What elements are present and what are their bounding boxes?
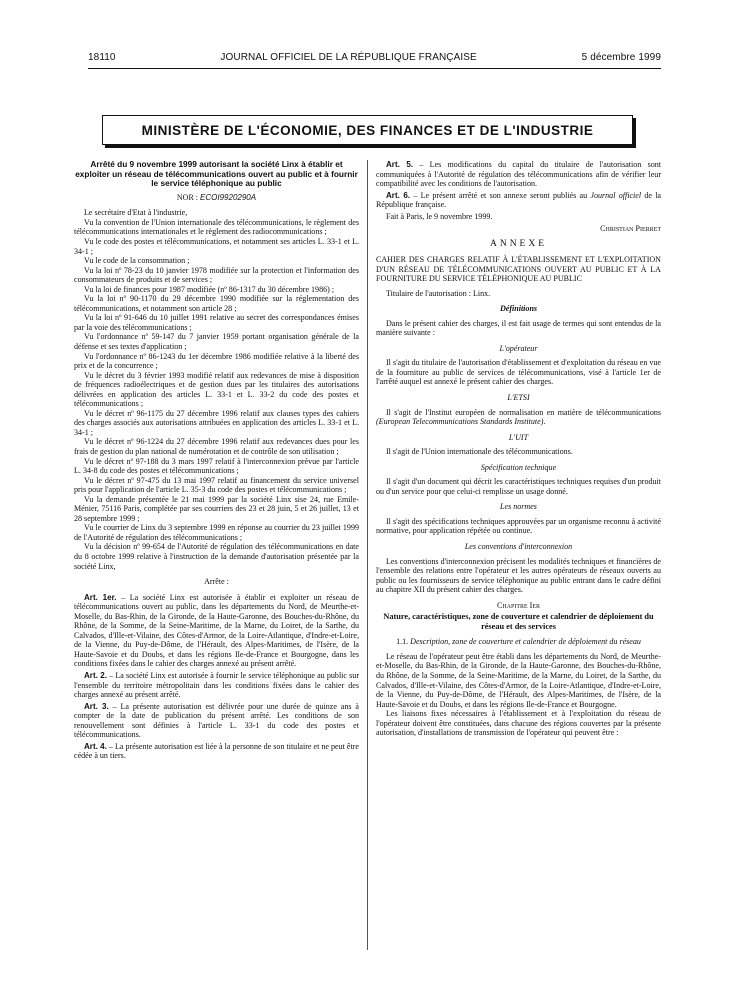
running-head: [88, 52, 661, 66]
subsection-number: 1.1.: [396, 637, 411, 647]
visa-paragraph: Vu le décret nº 97-188 du 3 mars 1997 relatif à l'interconnexion prévue par l'article L. 34-8 du code des postes et télécommunications ;: [74, 456, 359, 476]
chapter-title: Nature, caractéristiques, zone de couverture et calendrier de déploiement du réseau et des services: [383, 612, 654, 631]
article-paragraph: [74, 702, 359, 740]
visa-paragraph: Vu l'ordonnance nº 86-1243 du 1er décembre 1986 modifiée relative à la liberté des prix et de la concurrence ;: [74, 351, 359, 371]
def-text: Les conventions d'interconnexion précisent les modalités techniques et financières de l'ensemble des relations entre l'opérateur et les autres opérateurs de réseaux ouverts au public ou les fournisseurs de service téléphonique au public entrant dans le cadre défini au chapitre XII du présent cahier des charges.: [376, 556, 661, 595]
journal-name: Journal officiel: [590, 190, 642, 200]
def-term: Les conventions d'interconnexion: [464, 541, 573, 551]
issue-date: 5 décembre 1999: [581, 52, 661, 63]
coverage-paragraph: Le réseau de l'opérateur peut être établi dans les départements du Nord, de Meurthe-et-Moselle, du Bas-Rhin, de la Gironde, de la Haute-Garonne, des Bouches-du-Rhône, du Rhône, de la Somme, de la Seine-Maritime, de la Marne, du Loiret, de la Sarthe, du Calvados, d'Ille-et-Vilaine, des Côtes-d'Armor, de la Loire-Atlantique, d'Indre-et-Loire, de la Vienne, du Puy-de-Dôme, de l'Hérault, des Alpes-Maritimes, de l'Isère, de la Haute-Savoie et du Doubs, et dans les régions Ile-de-France et Bourgogne.: [376, 651, 661, 709]
article-text: – La présente autorisation est liée à la personne de son titulaire et ne peut être cédée à un tiers.: [74, 741, 359, 761]
article-text: – La société Linx est autorisée à établir et exploiter un réseau de télécommunications ouvert au public, dans les départements du Nord, de Meurthe-et-Moselle, du Bas-Rhin, de la Gironde, de la Haute-Garonne, des Bouches-du-Rhône, du Rhône, de la Somme, de la Seine-Maritime, de la Marne, du Loiret, de la Sarthe, du Calvados, d'Ille-et-Vilaine, des Côtes-d'Armor, de la Loire-Atlantique, d'Indre-et-Loire, de la Vienne, du Puy-de-Dôme, de l'Hérault, des Alpes-Maritimes, de l'Isère, de la Haute-Savoie et du Doubs, et dans les régions Ile-de-France et Bourgogne, dans les conditions fixées dans le cahier des charges annexé au présent arrêté.: [74, 592, 359, 669]
header-rule: [88, 68, 661, 69]
article-paragraph: [74, 671, 359, 700]
def-text-italic: (European Telecommunications Standards Institute): [376, 417, 544, 427]
page-number: 18110: [88, 52, 116, 63]
annexe-heading: ANNEXE: [489, 238, 548, 249]
def-text: [376, 408, 661, 427]
visa-paragraph: Vu le décret du 3 février 1993 modifié relatif aux redevances de mise à disposition de fréquences radioélectriques et de gestion dues par les titulaires des autorisations délivrées en application des articles L. 33-1 et L. 33-2 du code des postes et télécommunications ;: [74, 370, 359, 409]
titulaire: Titulaire de l'autorisation : Linx.: [386, 288, 491, 298]
def-text: Il s'agit de l'Union internationale des télécommunications.: [386, 447, 573, 457]
def-text-part: Il s'agit de l'Institut européen de normalisation en matière de télécommunications: [386, 407, 661, 417]
visa-paragraph: Vu la demande présentée le 21 mai 1999 par la société Linx sise 24, rue Emile-Ménier, 75116 Paris, complétée par ses courriers des 23 et 28 juin, 5 et 26 juillet, 13 et 28 septembre 1999 ;: [74, 494, 359, 523]
article-text: – Les modifications du capital du titulaire de l'autorisation sont communiquées à l'Autorité de régulation des télécommunications afin de vérifier leur compatibilité avec les conditions de l'autorisation.: [376, 160, 661, 189]
articles-list-left: [74, 593, 359, 761]
visa-paragraph: Vu la loi nº 90-1170 du 29 décembre 1990 modifiée sur la réglementation des télécommunications, et notamment son article 28 ;: [74, 294, 359, 313]
arrete-title: Arrêté du 9 novembre 1999 autorisant la société Linx à établir et exploiter un réseau de télécommunications ouvert au public et à fournir le service téléphonique au public: [75, 159, 358, 189]
article-text: – La présente autorisation est délivrée pour une durée de quinze ans à compter de la date de publication du présent arrêté. Les conditions de son renouvellement sont définies à l'article L. 33-1 du code des postes et télécommunications.: [74, 701, 359, 740]
article-text: – Le présent arrêté et son annexe seront publiés au: [410, 190, 591, 200]
subsection-heading: [376, 637, 661, 647]
def-text-part: .: [543, 417, 546, 427]
article-label: Art. 1er.: [84, 592, 117, 602]
fait-a-paris: Fait à Paris, le 9 novembre 1999.: [386, 211, 493, 221]
definitions-intro: Dans le présent cahier des charges, il est fait usage de termes qui sont entendus de la manière suivante :: [376, 318, 661, 338]
def-term: L'ETSI: [507, 392, 530, 402]
definitions-heading: Définitions: [499, 304, 538, 314]
cahier-title: CAHIER DES CHARGES RELATIF À L'ÉTABLISSEMENT ET L'EXPLOITATION D'UN RÉSEAU DE TÉLÉCOMMUNICATIONS OUVERT AU PUBLIC ET À LA FOURNITURE DU SERVICE TÉLÉPHONIQUE AU PUBLIC: [376, 255, 661, 284]
article-label: Art. 5.: [386, 160, 414, 169]
def-text: Il s'agit des spécifications techniques approuvées par un organisme reconnu à activité normative, pour application répétée ou continue.: [376, 516, 661, 536]
nor-code: ECOI9920290A: [200, 192, 257, 202]
visa-paragraph: Le secrétaire d'Etat à l'industrie,: [84, 208, 188, 218]
visa-paragraph: Vu le décret nº 96-1224 du 27 décembre 1996 relatif aux redevances dues pour les frais de gestion du plan national de numérotation et de contrôle de son utilisation ;: [74, 437, 359, 456]
article-paragraph: [74, 742, 359, 761]
visa-paragraph: Vu le décret nº 96-1175 du 27 décembre 1996 relatif aux clauses types des cahiers des charges associés aux autorisations attribuées en application des articles L. 33-1 et L. 34-1 ;: [74, 408, 359, 437]
visa-paragraph: Vu le courrier de Linx du 3 septembre 1999 en réponse au courrier du 23 juillet 1999 de l'Autorité de régulation des télécommunications ;: [74, 523, 359, 542]
arrete-declaration: Arrête :: [204, 577, 229, 587]
nor-label: NOR :: [176, 192, 201, 202]
article-label: Art. 2.: [84, 671, 107, 681]
left-column: [74, 160, 359, 761]
visa-paragraph: Vu l'ordonnance nº 59-147 du 7 janvier 1959 portant organisation générale de la défense et ses textes d'application ;: [74, 332, 359, 351]
visa-paragraph: Vu la décision nº 99-654 de l'Autorité de régulation des télécommunications en date du 8 octobre 1999 relative à l'instruction de la demande d'autorisation présentée par la société Linx,: [74, 542, 359, 571]
article-label: Art. 6.: [386, 190, 411, 200]
def-text: Il s'agit d'un document qui décrit les caractéristiques techniques requises d'un produit ou d'un service pour que celui-ci remplisse un usage donné.: [376, 477, 661, 496]
def-term: L'UIT: [508, 432, 529, 442]
article-label: Art. 4.: [84, 741, 107, 751]
article-5: [376, 160, 661, 189]
visa-paragraph: Vu la loi nº 91-646 du 10 juillet 1991 relative au secret des correspondances émises par la voie des télécommunications ;: [74, 313, 359, 332]
visa-paragraph: Vu la loi de finances pour 1987 modifiée (nº 86-1317 du 30 décembre 1986) ;: [84, 284, 335, 294]
article-text: de la République française.: [376, 190, 662, 210]
visa-paragraph: Vu la loi nº 78-23 du 10 janvier 1978 modifiée sur la protection et l'information des consommateurs de produits et de services ;: [74, 265, 359, 285]
def-term: L'opérateur: [499, 343, 538, 353]
links-paragraph: Les liaisons fixes nécessaires à l'établissement et à l'exploitation du réseau de l'opérateur doivent être constituées, dans chacune des régions couvertes par la présente autorisation, d'installations de transmission de l'opérateur qui peuvent être :: [376, 709, 661, 738]
column-divider: [367, 160, 368, 950]
def-term: Spécification technique: [480, 462, 557, 472]
article-6: [376, 191, 661, 210]
nor-reference: [74, 193, 359, 203]
ministry-heading: MINISTÈRE DE L'ÉCONOMIE, DES FINANCES ET DE L'INDUSTRIE: [102, 115, 633, 145]
visa-paragraph: Vu le code des postes et télécommunications, et notamment ses articles L. 33-1 et L. 34-1 ;: [74, 236, 359, 256]
article-text: – La société Linx est autorisée à fournir le service téléphonique au public sur l'ensemble du territoire métropolitain dans les conditions fixées dans le cahier des charges annexé au présent arrêté.: [74, 671, 359, 700]
visa-paragraph: Vu la convention de l'Union internationale des télécommunications, le règlement des télécommunications internationales et le règlement des radiocommunications ;: [74, 217, 359, 237]
journal-title: JOURNAL OFFICIEL DE LA RÉPUBLIQUE FRANÇAISE: [220, 52, 477, 63]
article-paragraph: [74, 593, 359, 669]
visas-list: [74, 208, 359, 571]
signature: Christian Pierret: [600, 224, 661, 234]
def-text: Il s'agit du titulaire de l'autorisation d'établissement et d'exploitation du réseau en vue de la fourniture au public de services de télécommunications, visé à l'article 1er de l'arrêté auquel est annexé le présent cahier des charges.: [376, 358, 661, 387]
subsection-title: Description, zone de couverture et calendrier de déploiement du réseau: [410, 637, 641, 647]
visa-paragraph: Vu le décret nº 97-475 du 13 mai 1997 relatif au financement du service universel pris pour l'application de l'article L. 35-3 du code des postes et télécommunications ;: [74, 475, 359, 495]
right-column: [376, 160, 661, 738]
def-term: Les normes: [500, 502, 537, 512]
chapter-heading: Chapitre Ier: [496, 600, 541, 610]
article-label: Art. 3.: [84, 701, 109, 711]
visa-paragraph: Vu le code de la consommation ;: [84, 256, 190, 266]
